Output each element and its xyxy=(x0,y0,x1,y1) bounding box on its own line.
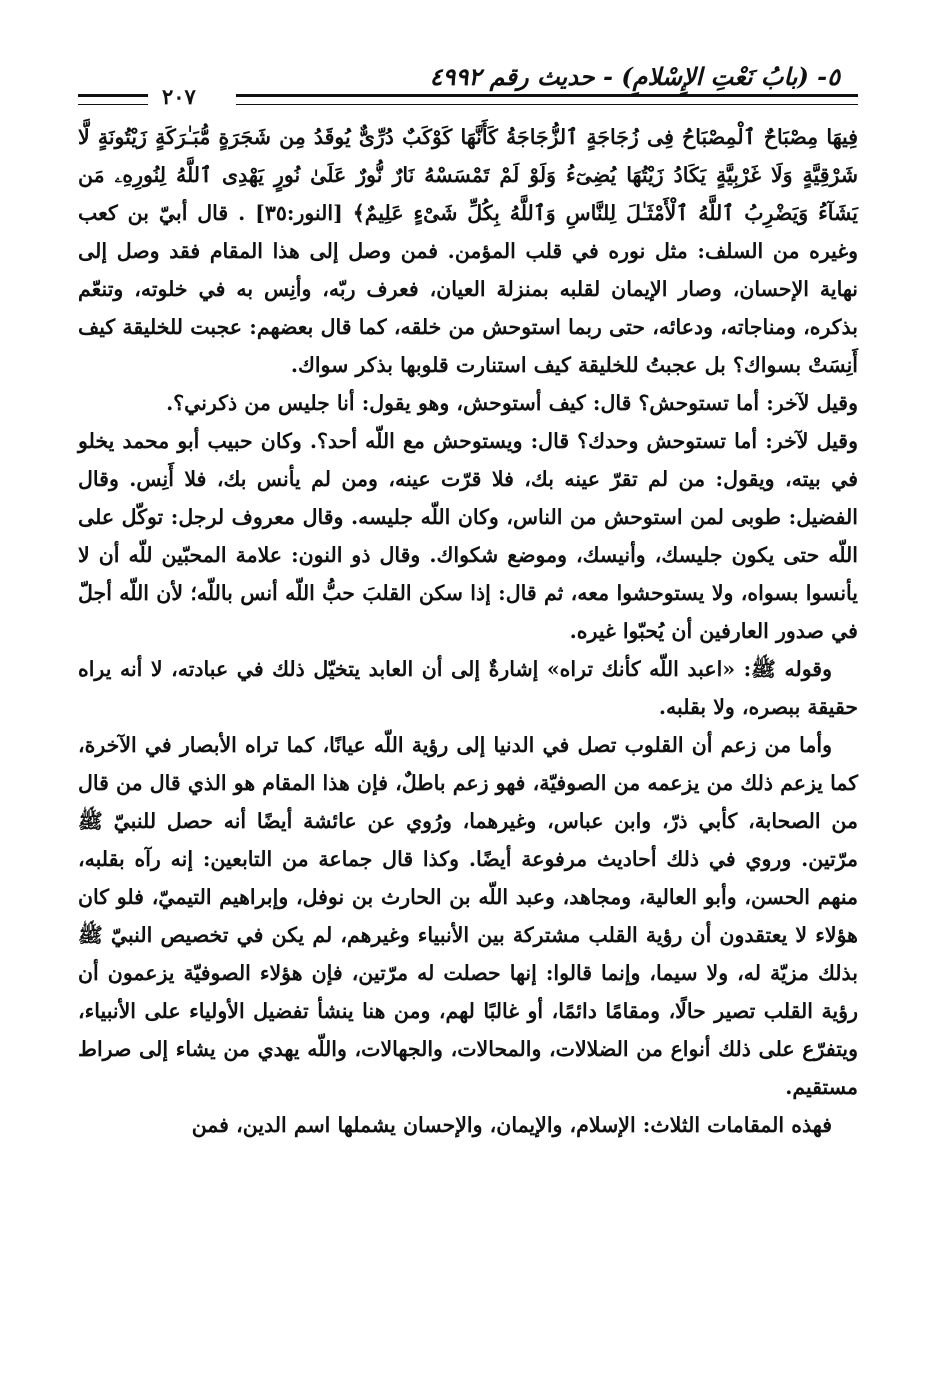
book-page xyxy=(78,48,858,1348)
page-number: ٢٠٧ xyxy=(156,84,202,109)
header-rule-right xyxy=(236,94,858,105)
paragraph: وقيل لآخر: أما تستوحش وحدك؟ قال: ويستوحش مع اللّه أحد؟. وكان حبيب أبو محمد يخلو في بيته، ويقول: من لم تقرّ عينه بك، فلا قرّت عينه، ومن لم يأنس بك، فلا أَنِس. وقال الفضيل: طوبى لمن استوحش من الناس، وكان اللّه جليسه. وقال معروف لرجل: توكّل على اللّه حتى يكون جليسك، وأنيسك، وموضع شكواك. وقال ذو النون: علامة المحبّين للّه أن لا يأنسوا بسواه، ولا يستوحشوا معه، ثم قال: إذا سكن القلبَ حبُّ اللّه أنس باللّه؛ لأن اللّه أجلّ في صدور العارفين أن يُحبّوا غيره. xyxy=(78,429,858,643)
running-head: ٥- (بابُ نَعْتِ الإِسْلامِ) - حديث رقم ٤٩٩٢ xyxy=(429,62,840,91)
body-text xyxy=(78,118,858,1144)
header-rule-left xyxy=(78,94,148,105)
paragraph: وأما من زعم أن القلوب تصل في الدنيا إلى رؤية اللّه عيانًا، كما تراه الأبصار في الآخرة، كما يزعم ذلك من يزعمه من الصوفيّة، فهو زعم باطلٌ، فإن هذا المقام هو الذي قال من قال من الصحابة، كأبي ذرّ، وابن عباس، وغيرهما، ورُوي عن عائشة أيضًا أنه حصل للنبيّ ﷺ مرّتين. وروي في ذلك أحاديث مرفوعة أيضًا. وكذا قال جماعة من التابعين: إنه رآه بقلبه، منهم الحسن، وأبو العالية، ومجاهد، وعبد اللّه بن الحارث بن نوفل، وإبراهيم التيميّ، فلو كان هؤلاء لا يعتقدون أن رؤية القلب مشتركة بين الأنبياء وغيرهم، لم يكن في تخصيص النبيّ ﷺ بذلك مزيّة له، ولا سيما، وإنما قالوا: إنها حصلت له مرّتين، فإن هؤلاء الصوفيّة يزعمون أن رؤية القلب تصير حالًا، ومقامًا دائمًا، أو غالبًا لهم، ومن هنا ينشأ تفضيل الأولياء على الأنبياء، ويتفرّع على ذلك أنواع من الضلالات، والمحالات، والجهالات، واللّه يهدي من يشاء إلى صراط مستقيم. xyxy=(77,733,858,1099)
paragraph-verse: فِيهَا مِصْبَاحٌ ٱلْمِصْبَاحُ فِى زُجَاجَةٍ ٱلزُّجَاجَةُ كَأَنَّهَا كَوْكَبٌ دُرِّىٌّ يُوقَدُ مِن شَجَرَةٍ مُّبَـٰرَكَةٍ زَيْتُونَةٍ لَّا شَرْقِيَّةٍ وَلَا غَرْبِيَّةٍ يَكَادُ زَيْتُهَا يُضِىٓءُ وَلَوْ لَمْ تَمْسَسْهُ نَارٌ نُّورٌ عَلَىٰ نُورٍ يَهْدِى ٱللَّهُ لِنُورِهِۦ مَن يَشَآءُ وَيَضْرِبُ ٱللَّهُ ٱلْأَمْثَـٰلَ لِلنَّاسِ وَٱللَّهُ بِكُلِّ شَىْءٍ عَلِيمٌ﴾ [النور:٣٥] . قال أبيّ بن كعب وغيره من السلف: مثل نوره في قلب المؤمن. فمن وصل إلى هذا المقام فقد وصل إلى نهاية الإحسان، وصار الإيمان لقلبه بمنزلة العيان، فعرف ربّه، وأنِس به في خلوته، وتنعّم بذكره، ومناجاته، ودعائه، حتى ربما استوحش من خلقه، كما قال بعضهم: عجبت للخليقة كيف أَنِسَتْ بسواك؟ بل عجبتُ للخليقة كيف استنارت قلوبها بذكر سواك. xyxy=(78,125,858,377)
paragraph: فهذه المقامات الثلاث: الإسلام، والإيمان، والإحسان يشملها اسم الدين، فمن xyxy=(191,1113,832,1137)
paragraph: وقيل لآخر: أما تستوحش؟ قال: كيف أستوحش، وهو يقول: أنا جليس من ذكرني؟. xyxy=(166,391,858,415)
paragraph: وقوله ﷺ: «اعبد اللّه كأنك تراه» إشارةٌ إلى أن العابد يتخيّل ذلك في عبادته، لا أنه يراه حقيقة ببصره، ولا بقلبه. xyxy=(78,657,858,719)
page-header xyxy=(78,48,858,110)
